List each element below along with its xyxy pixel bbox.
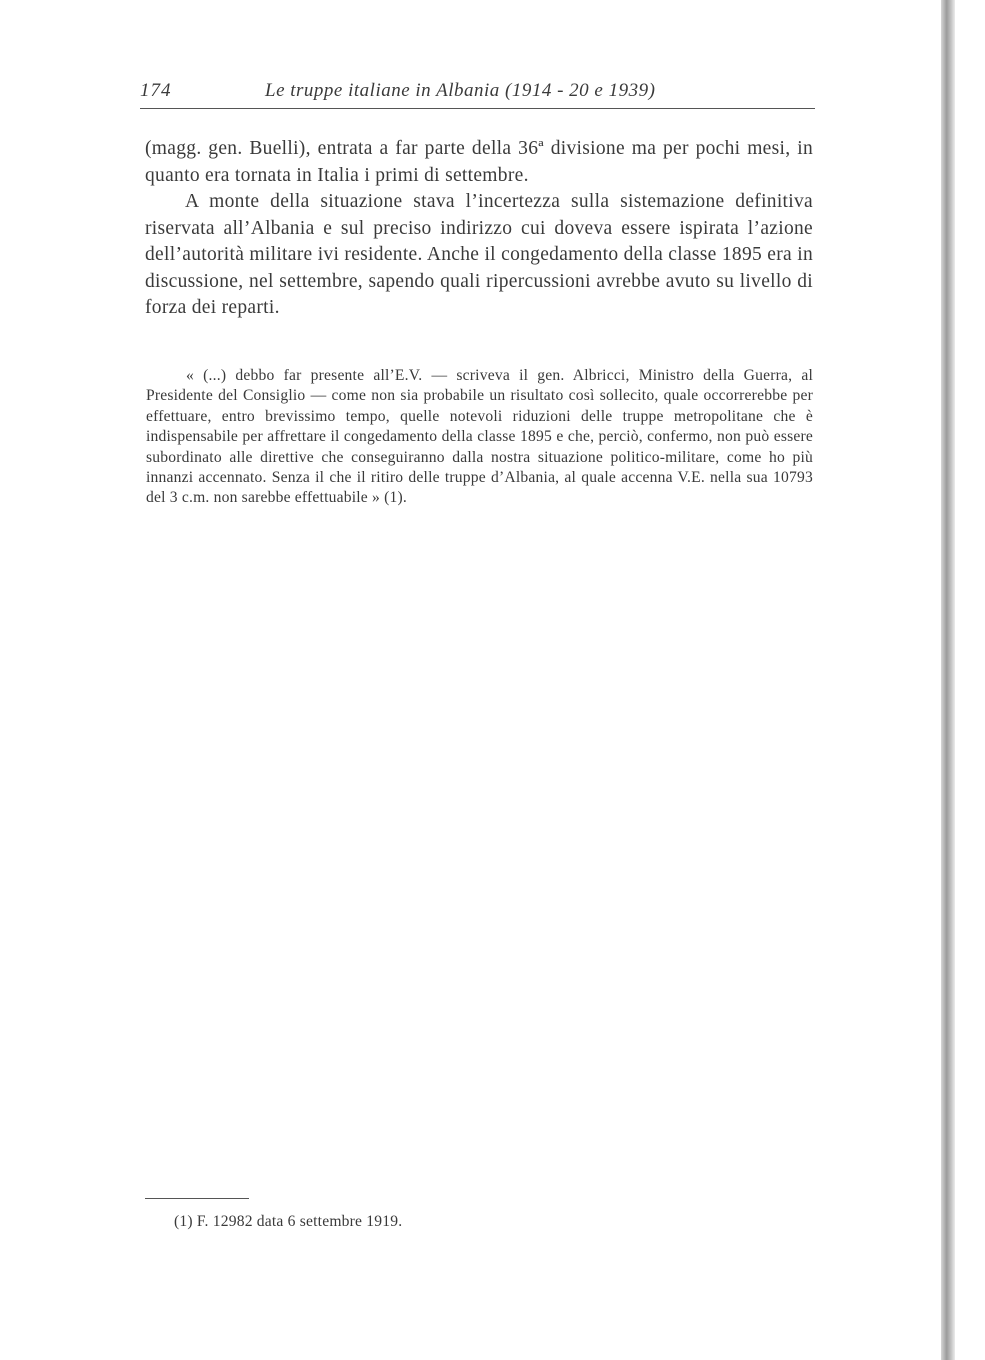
scan-edge-shadow [941, 0, 955, 1360]
footnote-divider [145, 1198, 249, 1199]
block-quote: « (...) debbo far presente all’E.V. — scriveva il gen. Albricci, Ministro della Guerra, al Presidente del Consiglio — come non sia probabile un risultato così sollecito, quale occorrerebbe per effettuare, entro brevissimo tempo, quelle notevoli riduzioni delle truppe metropolitane che è indispensabile per affrettare il congedamento della classe 1895 e che, perciò, confermo, non può essere subordinato alle direttive che conseguiranno dalla nostra situazione politico-militare, come ho più innanzi accennato. Senza il che il ritiro delle truppe d’Albania, al quale accenna V.E. nella sua 10793 del 3 c.m. non sarebbe effettuabile » (1). [146, 367, 813, 507]
main-text [145, 136, 813, 322]
footnote-1: (1) F. 12982 data 6 settembre 1919. [174, 1213, 403, 1230]
page-number: 174 [140, 80, 172, 101]
body-paragraph-1: (magg. gen. Buelli), entrata a far parte della 36ª divisione ma per pochi mesi, in quanto era tornata in Italia i primi di settembre. [145, 138, 813, 186]
page-header [140, 76, 815, 109]
body-paragraph-2: A monte della situazione stava l’incertezza sulla sistemazione definitiva riservata all’Albania e sul preciso indirizzo cui doveva essere ispirata l’azione dell’autorità militare ivi residente. Anche il congedamento della classe 1895 era in discussione, nel settembre, sapendo quali ripercussioni avrebbe avuto su livello di forza dei reparti. [145, 191, 813, 318]
running-title: Le truppe italiane in Albania (1914 - 20 e 1939) [265, 80, 656, 101]
